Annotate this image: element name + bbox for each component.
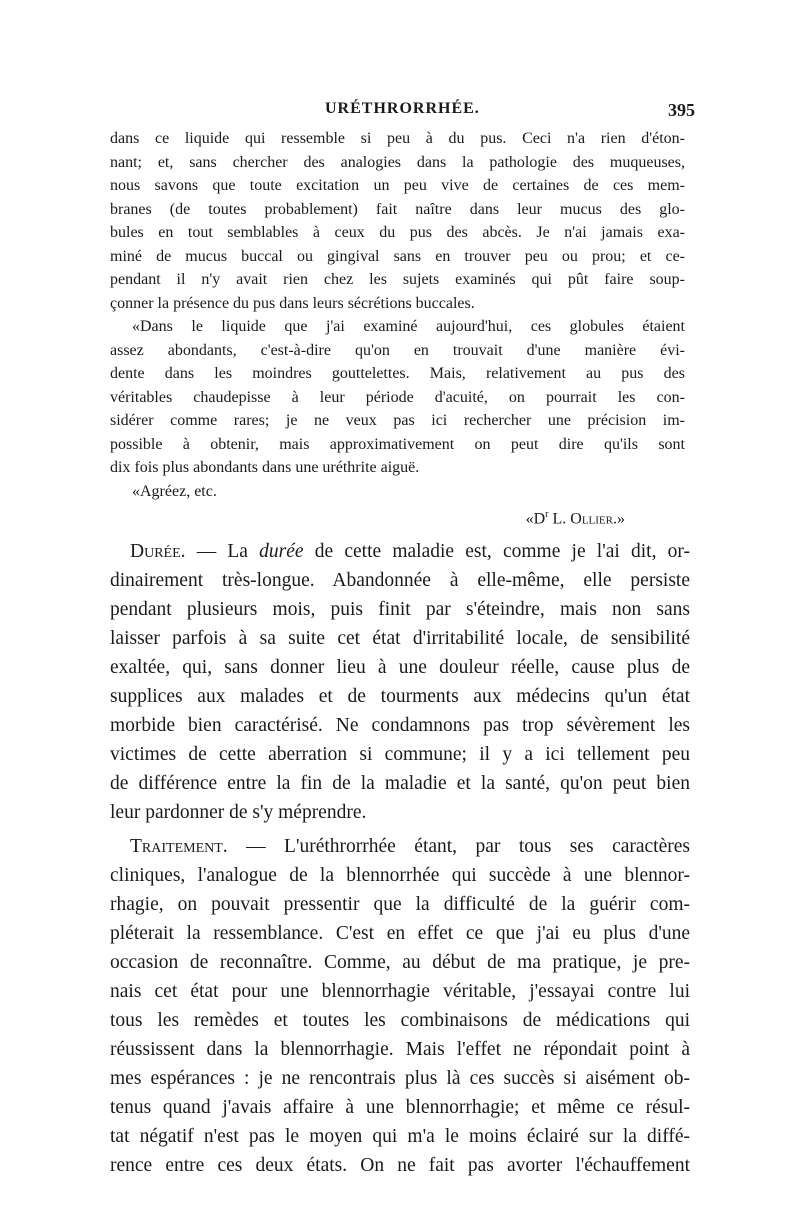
text-line: «Dans le liquide que j'ai examiné aujourd'hui, ces globules étaient (132, 318, 685, 335)
signature-open: «D (525, 510, 546, 528)
section-duree (110, 537, 690, 827)
text-line: supplices aux malades et de tourments aux médecins qu'un état (110, 686, 690, 707)
letter-paragraph-1 (110, 127, 685, 315)
text-line: çonner la présence du pus dans leurs sécrétions buccales. (110, 294, 475, 312)
text-line: bules en tout semblables à ceux du pus des abcès. Je n'ai jamais exa- (110, 224, 685, 241)
heading-dash: — La (185, 541, 260, 562)
text-line: laisser parfois à sa suite cet état d'irritabilité locale, de sensibilité (110, 628, 690, 649)
text-line: occasion de reconnaître. Comme, au début de ma pratique, je pre- (110, 952, 690, 973)
text-line: mes espérances : je ne rencontrais plus là ces succès si aisément ob- (110, 1068, 690, 1089)
text-line: cliniques, l'analogue de la blennorrhée qui succède à une blennor- (110, 865, 690, 886)
italic-word: durée (259, 541, 304, 562)
text-line: de différence entre la fin de la maladie et la santé, qu'on peut bien (110, 773, 690, 794)
letter-signature (110, 503, 685, 531)
text-line: dans ce liquide qui ressemble si peu à du pus. Ceci n'a rien d'éton- (110, 130, 685, 147)
text-line: pendant il n'y avait rien chez les sujets examinés qui pût faire soup- (110, 271, 685, 288)
text-line: pendant plusieurs mois, puis finit par s'éteindre, mais non sans (110, 599, 690, 620)
letter-paragraph-2 (110, 315, 685, 531)
text-line: réussissent dans la blennorrhagie. Mais l'effet ne répondait point à (110, 1039, 690, 1060)
section-heading: Traitement. (130, 836, 228, 857)
line-rest: — L'uréthrorrhée étant, par tous ses caractères (227, 836, 690, 857)
signature-name: L. Ollier.» (548, 510, 625, 528)
text-line: exaltée, qui, sans donner lieu à une douleur réelle, cause plus de (110, 657, 690, 678)
text-line: dix fois plus abondants dans une uréthrite aiguë. (110, 459, 420, 476)
text-line: nous savons que toute excitation un peu vive de certaines de ces mem- (110, 177, 685, 194)
text-line: dinairement très-longue. Abandonnée à elle-même, elle persiste (110, 570, 690, 591)
letter-closing: «Agréez, etc. (132, 482, 217, 500)
text-line: rence entre ces deux états. On ne fait pas avorter l'échauffement (110, 1155, 690, 1176)
text-line: tat négatif n'est pas le moyen qui m'a le moins éclairé sur la diffé- (110, 1126, 690, 1147)
section-heading: Durée. (130, 541, 186, 562)
text-line: nais cet état pour une blennorrhagie véritable, j'essayai contre lui (110, 981, 690, 1002)
text-line: rhagie, on pouvait pressentir que la difficulté de la guérir com- (110, 894, 690, 915)
text-line: dente dans les moindres gouttelettes. Mais, relativement au pus des (110, 365, 685, 382)
text-line: leur pardonner de s'y méprendre. (110, 802, 367, 823)
text-line (110, 832, 690, 861)
running-title: URÉTHRORRHÉE. (325, 100, 480, 117)
text-line: morbide bien caractérisé. Ne condamnons pas trop sévèrement les (110, 715, 690, 736)
text-line: assez abondants, c'est-à-dire qu'on en trouvait d'une manière évi- (110, 341, 685, 359)
text-line: sidérer comme rares; je ne veux pas ici rechercher une précision im- (110, 412, 685, 429)
text-line (110, 537, 690, 566)
signature-sup: r (545, 509, 549, 520)
text-line: tenus quand j'avais affaire à une blennorrhagie; et même ce résul- (110, 1097, 690, 1118)
text-line: victimes de cette aberration si commune; il y a ici tellement peu (110, 744, 690, 765)
text-line: tous les remèdes et toutes les combinaisons de médications qui (110, 1010, 690, 1031)
page-header (110, 100, 695, 124)
text-line: miné de mucus buccal ou gingival sans en trouver peu ou prou; et ce- (110, 247, 685, 265)
page-number: 395 (668, 100, 695, 120)
text-line: véritables chaudepisse à leur période d'acuité, on pourrait les con- (110, 388, 685, 406)
text-line: branes (de toutes probablement) fait naître dans leur mucus des glo- (110, 200, 685, 218)
line-rest: de cette maladie est, comme je l'ai dit, or- (303, 541, 690, 562)
text-line: pléterait la ressemblance. C'est en effet ce que j'ai eu plus d'une (110, 923, 690, 944)
text-line: possible à obtenir, mais approximativement on peut dire qu'ils sont (110, 435, 685, 453)
section-traitement (110, 832, 690, 1180)
text-line: nant; et, sans chercher des analogies dans la pathologie des muqueuses, (110, 153, 685, 171)
